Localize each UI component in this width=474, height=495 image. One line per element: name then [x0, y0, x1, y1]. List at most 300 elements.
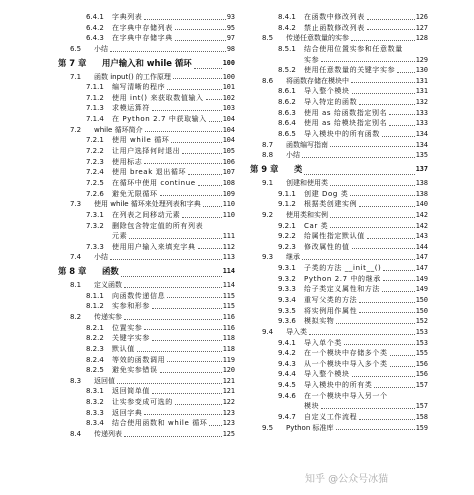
toc-entry-title: 使用用户输入来填充字典 — [112, 242, 196, 251]
toc-entry-title: 禁止函数修改列表 — [304, 23, 365, 32]
toc-entry[interactable] — [58, 376, 235, 387]
toc-entry-number: 8.6.1 — [278, 87, 296, 96]
toc-entry-title: 求模运算符 — [112, 104, 150, 113]
toc-entry-page: 147 — [415, 253, 428, 262]
toc-entry-number: 8.2.1 — [86, 323, 104, 332]
toc-entry-title: 创建 Dog 类 — [304, 189, 349, 198]
toc-entry-page: 120 — [222, 366, 235, 375]
toc-entry-page: 142 — [415, 210, 428, 219]
toc-entry[interactable] — [250, 327, 428, 338]
toc-entry[interactable] — [250, 359, 428, 370]
dot-leader — [171, 142, 221, 143]
dot-leader — [198, 185, 222, 186]
toc-entry-page: 112 — [222, 242, 235, 251]
watermark: 知乎 @公众号冰猫 — [305, 474, 389, 485]
dot-leader — [344, 344, 415, 345]
toc-entry-page: 115 — [222, 302, 235, 311]
toc-entry-number: 9.3.2 — [278, 274, 296, 283]
dot-leader — [173, 78, 222, 79]
toc-entry-number: 7.1.2 — [86, 93, 104, 102]
toc-entry[interactable] — [250, 12, 428, 23]
toc-entry-page: 123 — [222, 408, 235, 417]
toc-entry-title: 字典列表 — [112, 12, 143, 21]
dot-leader — [160, 195, 222, 196]
dot-leader — [152, 110, 222, 111]
toc-entry[interactable] — [58, 103, 235, 114]
dot-leader — [110, 259, 222, 260]
toc-entry[interactable] — [58, 44, 235, 55]
toc-entry[interactable] — [250, 108, 428, 119]
toc-entry-title: 向函数传递信息 — [112, 291, 166, 300]
toc-entry-title: 函数编写指南 — [286, 140, 328, 149]
toc-entry-title: 使用 break 退出循环 — [112, 168, 187, 177]
toc-entry-title: 定义函数 — [94, 281, 122, 290]
toc-entry-title: 在一个模块中存储多个类 — [304, 349, 388, 358]
dot-leader — [367, 19, 415, 20]
toc-entry-title: 从一个模块中导入多个类 — [304, 359, 388, 368]
toc-entry-page: 152 — [415, 317, 428, 326]
toc-entry[interactable] — [58, 93, 235, 104]
toc-entry-number: 8.3.2 — [86, 398, 104, 407]
toc-entry-title: 元素 — [112, 232, 128, 241]
toc-entry[interactable] — [250, 97, 428, 108]
toc-entry-title: 关键字实参 — [112, 334, 150, 343]
dot-leader — [389, 114, 415, 115]
toc-entry-title: 避免实参错误 — [112, 366, 158, 375]
toc-entry[interactable] — [250, 178, 428, 189]
dot-leader — [397, 72, 415, 73]
dot-leader — [175, 40, 226, 41]
toc-entry-page: 138 — [415, 189, 428, 198]
dot-leader — [382, 136, 415, 137]
dot-leader — [330, 185, 415, 186]
toc-entry-page: 134 — [415, 130, 428, 139]
toc-entry[interactable] — [58, 344, 235, 355]
toc-entry[interactable] — [250, 65, 428, 76]
toc-entry-page: 123 — [222, 419, 235, 428]
toc-entry[interactable] — [250, 86, 428, 97]
toc-entry-title: 导入整个模块 — [304, 370, 350, 379]
toc-entry[interactable] — [58, 114, 235, 125]
toc-entry-page: 149 — [415, 274, 428, 283]
toc-entry[interactable] — [250, 252, 428, 263]
dot-leader — [110, 51, 226, 52]
dot-leader — [144, 329, 221, 330]
toc-entry[interactable] — [250, 33, 428, 44]
dot-leader — [321, 408, 415, 409]
toc-entry[interactable] — [58, 189, 235, 200]
toc-entry-page: 122 — [222, 398, 235, 407]
toc-entry-number: 8.3 — [70, 376, 82, 385]
dot-leader — [124, 436, 222, 437]
toc-entry-page: 130 — [415, 66, 428, 75]
toc-entry-title: 使用 while 循环 — [112, 136, 170, 145]
toc-entry-number: 8.1.1 — [86, 291, 104, 300]
toc-entry-title: 等效的函数调用 — [112, 355, 166, 364]
toc-entry[interactable] — [250, 221, 428, 232]
dot-leader — [129, 238, 222, 239]
toc-entry[interactable] — [250, 140, 428, 151]
toc-entry-title: 编写清晰的程序 — [112, 83, 166, 92]
toc-entry-number: 7.2.4 — [86, 168, 104, 177]
toc-entry-page: 97 — [226, 34, 235, 43]
dot-leader — [167, 361, 222, 362]
dot-leader — [359, 312, 415, 313]
dot-leader — [389, 125, 415, 126]
toc-entry-number: 9.5 — [262, 423, 274, 432]
toc-entry-number: 9.3.6 — [278, 317, 296, 326]
toc-entry[interactable] — [250, 423, 428, 434]
toc-entry[interactable] — [58, 312, 235, 323]
toc-entry-title: 在函数中修改列表 — [304, 12, 365, 21]
toc-entry[interactable] — [58, 252, 235, 263]
dot-leader — [302, 157, 415, 158]
toc-entry[interactable] — [250, 150, 428, 161]
toc-entry-page: 157 — [415, 402, 428, 411]
toc-entry-title: 让实参变成可选的 — [112, 398, 173, 407]
toc-entry-title: 在列表之间移动元素 — [112, 210, 181, 219]
toc-entry-title: Python 2.7 中的继承 — [304, 274, 381, 283]
toc-entry-number: 8.5 — [262, 34, 274, 43]
toc-entry-title: 传递任意数量的实参 — [286, 34, 349, 43]
toc-entry-number: 9.2 — [262, 210, 274, 219]
toc-entry-page: 119 — [222, 355, 235, 364]
toc-entry-page: 126 — [415, 12, 428, 21]
toc-entry[interactable] — [58, 323, 235, 334]
toc-entry-number: 8.6.3 — [278, 108, 296, 117]
toc-entry[interactable] — [250, 338, 428, 349]
toc-entry[interactable] — [58, 72, 235, 83]
toc-entry-title: 给子类定义属性和方法 — [304, 285, 380, 294]
dot-leader — [182, 153, 221, 154]
toc-entry-page: 134 — [415, 140, 428, 149]
toc-entry-title: 传递实参 — [94, 313, 122, 321]
toc-entry-page: 101 — [222, 83, 235, 92]
toc-entry[interactable] — [250, 44, 428, 55]
toc-entry-title: 根据类创建实例 — [304, 200, 358, 209]
toc-entry[interactable] — [58, 263, 235, 280]
toc-entry-number: 7.2 — [70, 125, 82, 134]
dot-leader — [321, 61, 415, 62]
toc-entry-number: 8.2.3 — [86, 344, 104, 353]
dot-leader — [194, 68, 222, 69]
toc-entry-number: 8.3.1 — [86, 387, 104, 396]
toc-entry-page: 93 — [226, 12, 235, 21]
dot-leader — [359, 302, 415, 303]
toc-entry-number: 8.3.3 — [86, 408, 104, 417]
toc-entry-page: 131 — [415, 87, 428, 96]
toc-entry-title: 子类的方法 __init__() — [304, 264, 382, 273]
toc-entry-title: 使用 as 给函数指定别名 — [304, 108, 388, 117]
toc-entry[interactable] — [250, 210, 428, 221]
toc-entry-number: 9.3.3 — [278, 285, 296, 294]
toc-column-right — [250, 12, 428, 433]
toc-entry-page: 153 — [415, 327, 428, 336]
dot-leader — [152, 340, 222, 341]
toc-entry-number: 9.4.2 — [278, 349, 296, 358]
dot-leader — [352, 93, 415, 94]
toc-entry-number: 8.6 — [262, 76, 274, 85]
toc-entry-page: 110 — [222, 200, 235, 209]
toc-entry-page: 107 — [222, 168, 235, 177]
dot-leader — [330, 227, 414, 228]
toc-entry[interactable] — [250, 306, 428, 317]
toc-entry-number: 8.8 — [262, 151, 274, 160]
toc-entry[interactable] — [58, 231, 235, 242]
toc-entry[interactable] — [58, 135, 235, 146]
dot-leader — [383, 270, 414, 271]
toc-entry-title: 使用 as 给模块指定别名 — [304, 119, 388, 128]
toc-entry[interactable] — [58, 12, 235, 23]
toc-entry-title: 小结 — [94, 44, 108, 53]
dot-leader — [152, 308, 222, 309]
toc-entry-page: 132 — [415, 98, 428, 107]
dot-leader — [352, 248, 415, 249]
toc-entry[interactable] — [58, 146, 235, 157]
toc-entry-number: 8.5.2 — [278, 66, 296, 75]
toc-entry-page: 138 — [415, 178, 428, 187]
toc-entry-title: 导入模块中的所有类 — [304, 381, 373, 390]
toc-entry-number: 9.4.5 — [278, 381, 296, 390]
toc-entry-title: 创建和使用类 — [286, 178, 328, 187]
toc-entry[interactable] — [58, 178, 235, 189]
toc-entry-page: 125 — [222, 430, 235, 439]
toc-entry-number: 6.4.2 — [86, 23, 104, 32]
toc-entry-title: 模拟实物 — [304, 317, 335, 326]
toc-entry[interactable] — [58, 291, 235, 302]
toc-entry-number: 9.4.1 — [278, 338, 296, 347]
toc-entry[interactable] — [250, 55, 428, 66]
toc-entry[interactable] — [250, 118, 428, 129]
toc-entry[interactable] — [250, 231, 428, 242]
toc-entry[interactable] — [58, 355, 235, 366]
toc-entry[interactable] — [58, 210, 235, 221]
toc-entry-number: 8.6.2 — [278, 98, 296, 107]
dot-leader — [309, 334, 415, 335]
toc-entry-title: 函数 — [102, 266, 119, 277]
toc-entry[interactable] — [58, 365, 235, 376]
toc-entry-number: 9.3.1 — [278, 264, 296, 273]
toc-entry-number: 7.1.3 — [86, 104, 104, 113]
toc-entry-title: 避免无限循环 — [112, 189, 158, 198]
toc-entry[interactable] — [58, 125, 235, 136]
toc-entry-number: 7.1 — [70, 72, 82, 81]
toc-entry[interactable] — [58, 333, 235, 344]
dot-leader — [160, 372, 222, 373]
toc-entry[interactable] — [58, 33, 235, 44]
toc-entry[interactable] — [58, 242, 235, 253]
dot-leader — [351, 82, 415, 83]
toc-entry-page: 116 — [222, 323, 235, 332]
toc-entry-title: 导入特定的函数 — [304, 98, 358, 107]
toc-entry-number: 8.6.5 — [278, 130, 296, 139]
toc-entry-number: 第 9 章 — [250, 163, 279, 174]
toc-entry-number: 7.2.3 — [86, 157, 104, 166]
toc-entry[interactable] — [58, 23, 235, 34]
toc-entry[interactable] — [250, 295, 428, 306]
toc-entry-title: 返回字典 — [112, 408, 143, 417]
dot-leader — [330, 146, 415, 147]
toc-entry-title: 结合使用位置实参和任意数量 — [304, 44, 403, 53]
toc-entry-number: 8.2 — [70, 313, 82, 321]
toc-entry-number: 8.3.4 — [86, 419, 104, 428]
toc-entry[interactable] — [58, 387, 235, 398]
toc-entry-page: 158 — [415, 413, 428, 422]
toc-entry-title: 让用户选择何时退出 — [112, 147, 181, 156]
dot-leader — [206, 99, 222, 100]
toc-entry-number: 9.3 — [262, 253, 274, 262]
toc-entry[interactable] — [58, 280, 235, 291]
toc-entry-title: 自定义工作流程 — [304, 413, 358, 422]
dot-leader — [117, 383, 222, 384]
toc-entry-page: 147 — [415, 264, 428, 273]
toc-entry[interactable] — [250, 412, 428, 423]
toc-entry-title: 使用 while 循环来处理列表和字典 — [94, 200, 201, 209]
toc-entry-title: 在字典中存储字典 — [112, 34, 173, 43]
toc-entry[interactable] — [250, 161, 428, 178]
toc-entry-title: 在循环中使用 continue — [112, 178, 196, 187]
toc-entry-number: 8.2.5 — [86, 366, 104, 375]
toc-entry[interactable] — [58, 199, 235, 210]
toc-entry-title: 实参 — [304, 55, 320, 64]
toc-entry[interactable] — [250, 370, 428, 381]
toc-entry-title: 在一个模块中导入另一个 — [304, 391, 388, 400]
toc-entry-title: 小结 — [94, 253, 108, 262]
toc-entry-number: 8.4.2 — [278, 23, 296, 32]
toc-entry-number: 7.3.3 — [86, 242, 104, 251]
toc-entry[interactable] — [250, 391, 428, 402]
toc-entry[interactable] — [58, 418, 235, 429]
toc-entry-page: 115 — [222, 291, 235, 300]
toc-entry[interactable] — [250, 401, 428, 412]
toc-entry-number: 第 8 章 — [58, 266, 87, 277]
dot-leader — [351, 40, 415, 41]
toc-entry-number: 7.4 — [70, 253, 82, 262]
toc-entry[interactable] — [58, 82, 235, 93]
toc-entry-number: 7.3.1 — [86, 210, 104, 219]
toc-entry-page: 140 — [415, 200, 428, 209]
toc-entry-page: 102 — [222, 93, 235, 102]
toc-entry-title: 结合使用函数和 while 循环 — [112, 419, 208, 428]
toc-entry-page: 118 — [222, 334, 235, 343]
toc-entry[interactable] — [58, 301, 235, 312]
dot-leader — [359, 104, 415, 105]
dot-leader — [359, 419, 415, 420]
toc-entry-title: 导入类 — [286, 327, 307, 336]
toc-entry-title: 小结 — [286, 151, 300, 160]
toc-entry[interactable] — [250, 284, 428, 295]
toc-entry-page: 127 — [415, 23, 428, 32]
toc-entry-title: 模块 — [304, 402, 320, 411]
dot-leader — [209, 425, 221, 426]
toc-entry-number: 9.2.3 — [278, 242, 296, 251]
dot-leader — [390, 366, 415, 367]
toc-entry[interactable] — [250, 76, 428, 87]
dot-leader — [209, 121, 222, 122]
toc-entry[interactable] — [250, 274, 428, 285]
toc-entry-page: 110 — [222, 210, 235, 219]
dot-leader — [374, 387, 414, 388]
toc-entry[interactable] — [250, 23, 428, 34]
toc-entry[interactable] — [58, 408, 235, 419]
toc-entry-number: 第 7 章 — [58, 57, 87, 68]
dot-leader — [383, 280, 415, 281]
toc-entry-title: 重写父类的方法 — [304, 296, 358, 304]
toc-entry-page: 155 — [415, 349, 428, 358]
toc-entry-number: 8.6.4 — [278, 119, 296, 128]
dot-leader — [144, 163, 221, 164]
toc-entry-title: Car 类 — [304, 221, 329, 230]
toc-entry-number: 6.4.3 — [86, 34, 104, 43]
toc-entry-number: 9.3.5 — [278, 306, 296, 315]
toc-entry-number: 8.4.1 — [278, 12, 296, 21]
toc-entry-number: 7.2.5 — [86, 178, 104, 187]
toc-entry[interactable] — [58, 157, 235, 168]
toc-entry[interactable] — [250, 129, 428, 140]
toc-entry-number: 9.4.7 — [278, 413, 296, 422]
dot-leader — [121, 276, 222, 277]
toc-entry[interactable] — [250, 189, 428, 200]
toc-entry-title: 导入整个模块 — [304, 87, 350, 96]
toc-entry[interactable] — [250, 242, 428, 253]
toc-entry[interactable] — [58, 429, 235, 440]
toc-entry-page: 133 — [415, 108, 428, 117]
toc-entry-number: 8.1.2 — [86, 302, 104, 311]
toc-entry-page: 153 — [415, 338, 428, 347]
toc-entry-number: 7.3 — [70, 200, 82, 209]
toc-entry-title: 用户输入和 while 循环 — [102, 57, 192, 68]
toc-entry-page: 114 — [222, 281, 235, 290]
toc-entry-title: 传递列表 — [94, 430, 122, 439]
toc-entry-number: 7.1.1 — [86, 83, 104, 92]
toc-entry[interactable] — [250, 348, 428, 359]
toc-entry[interactable] — [250, 199, 428, 210]
dot-leader — [182, 217, 221, 218]
toc-entry-title: 位置实参 — [112, 323, 143, 332]
toc-entry-page: 121 — [222, 387, 235, 396]
toc-entry-title: 函数 input() 的工作原理 — [94, 72, 171, 81]
toc-entry-number: 9.2.1 — [278, 221, 296, 230]
toc-entry-title: 修改属性的值 — [304, 242, 350, 251]
toc-entry[interactable] — [250, 263, 428, 274]
toc-entry-title: 默认值 — [112, 344, 135, 353]
toc-entry[interactable] — [250, 316, 428, 327]
toc-entry-title: 导入模块中的所有函数 — [304, 130, 380, 139]
toc-entry-page: 103 — [222, 104, 235, 113]
toc-entry[interactable] — [250, 380, 428, 391]
toc-entry-title: 实参和形参 — [112, 302, 150, 311]
dot-leader — [382, 291, 415, 292]
dot-leader — [390, 355, 415, 356]
toc-entry-page: 121 — [222, 376, 235, 385]
toc-entry[interactable] — [58, 397, 235, 408]
toc-entry[interactable] — [58, 221, 235, 232]
dot-leader — [352, 376, 415, 377]
toc-entry-page: 159 — [415, 423, 428, 432]
toc-entry-page: 133 — [415, 119, 428, 128]
toc-entry-title: 给属性指定默认值 — [304, 232, 365, 241]
toc-entry-number: 8.7 — [262, 140, 274, 149]
toc-entry[interactable] — [58, 167, 235, 178]
toc-entry-title: 继承 — [286, 253, 300, 262]
toc-entry-page: 104 — [222, 115, 235, 124]
toc-entry[interactable] — [58, 55, 235, 72]
toc-entry-page: 114 — [222, 267, 235, 276]
toc-entry-number: 9.1.2 — [278, 200, 296, 209]
toc-entry-number: 9.2.2 — [278, 232, 296, 241]
toc-entry-page: 98 — [226, 44, 235, 53]
dot-leader — [336, 429, 415, 430]
